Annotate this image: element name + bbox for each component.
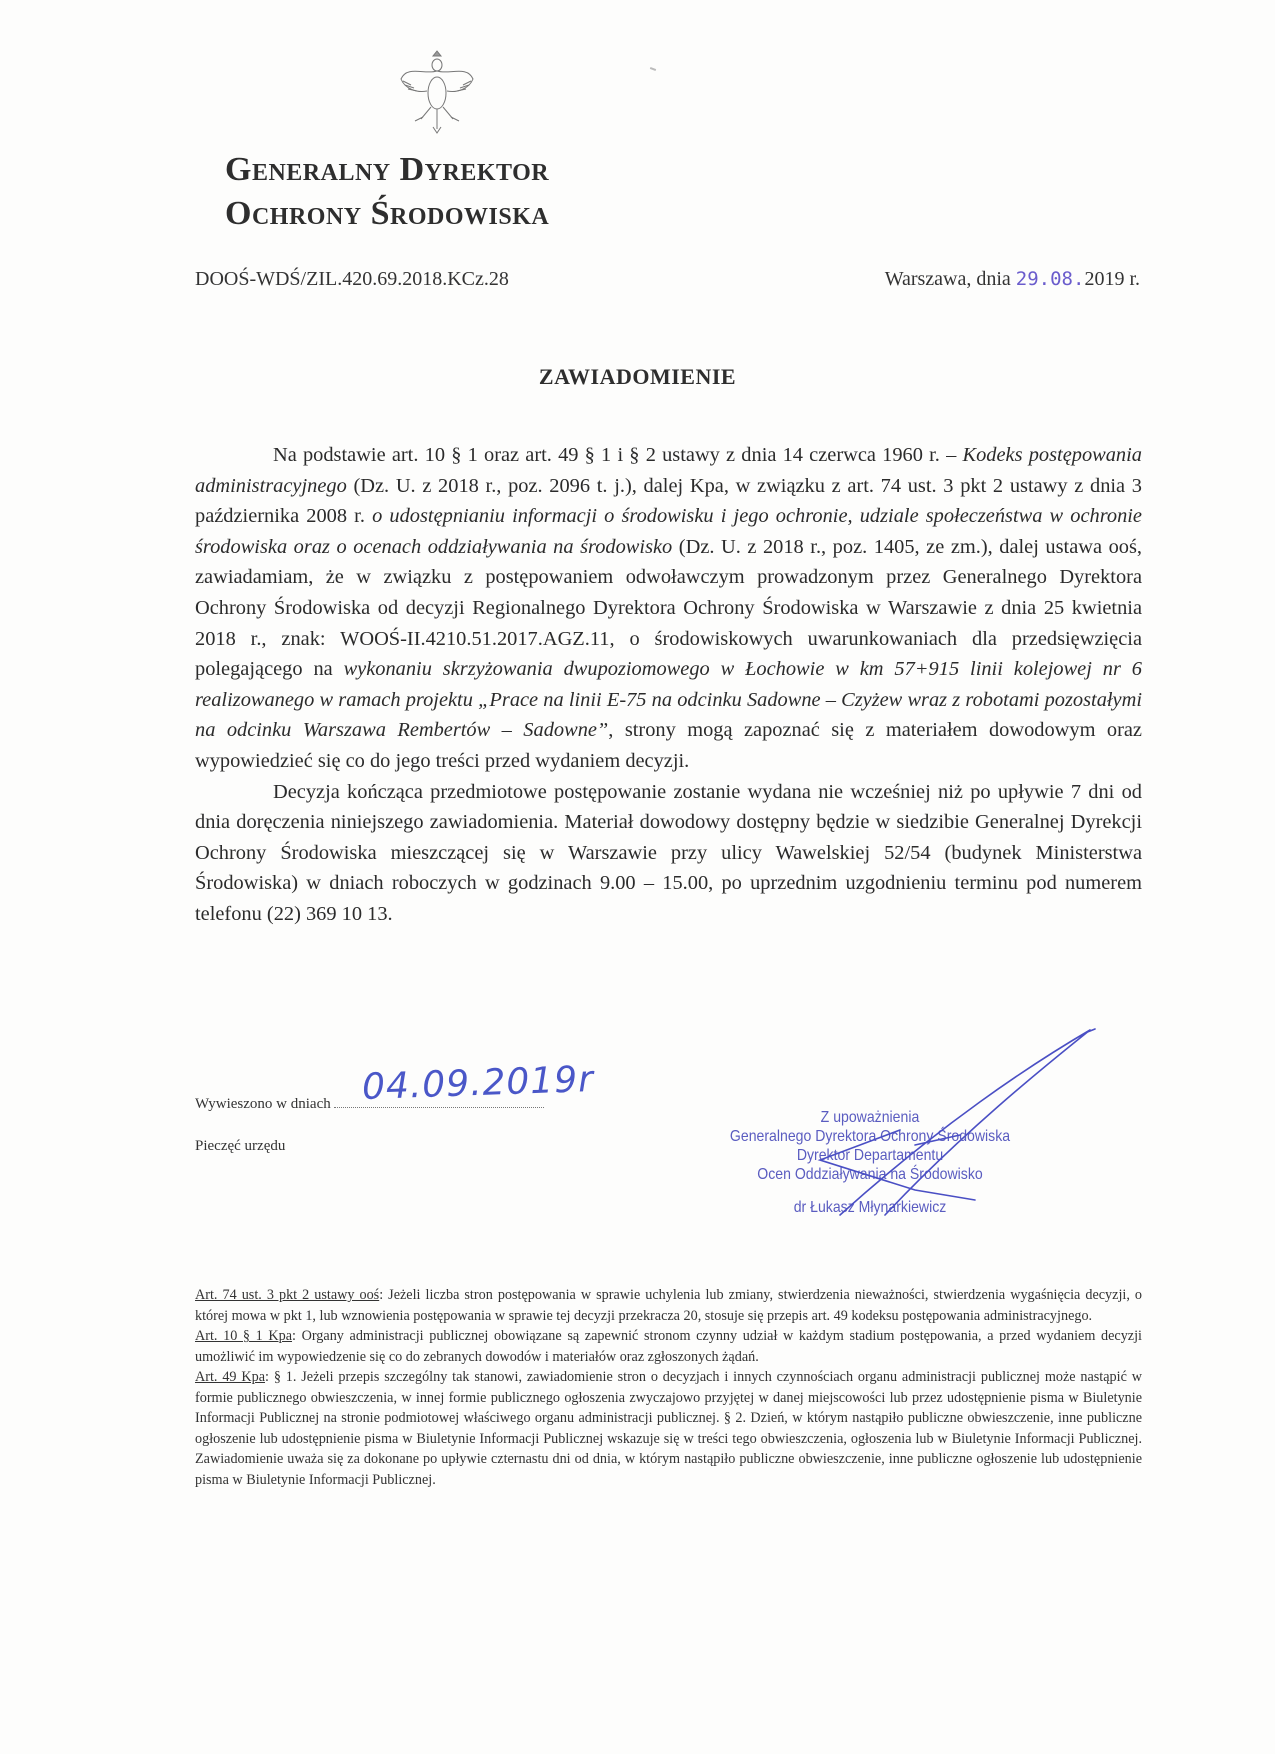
paragraph-1-text: (Dz. U. z 2018 r., poz. 2096 t. j.), dalej Kpa, w związku z art. 74 ust. 3 pkt 2 ustawy z dnia 3 października 2008 r.	[195, 474, 1142, 528]
stamp-line-3: Dyrektor Departamentu	[796, 1147, 944, 1164]
footnote-text: : Jeżeli liczba stron postępowania w sprawie uchylenia lub zmiany, stwierdzenia nieważności, stwierdzenia wygaśnięcia decyzji, o której mowa w pkt 1, lub wznowienia postępowania w sprawie tej decyzji przekracza 20, stosuje się przepis art. 49 kodeksu postępowania administracyjnego.	[195, 1287, 1143, 1324]
signatory-name: dr Łukasz Młynarkiewicz	[793, 1199, 947, 1216]
footnote-text: : § 1. Jeżeli przepis szczególny tak stanowi, zawiadomienie stron o decyzjach i innych czynnościach organu administracji publicznej może nastąpić w formie publicznego obwieszczenia, w innej formie publicznego ogłoszenia zwyczajowo przyjętej w danej miejscowości lub przez udostępnienie pisma w Biuletynie Informacji Publicznej na stronie podmiotowej właściwego organu administracji publicznej. § 2. Dzień, w którym nastąpiło publiczne obwieszczenie, inne publiczne ogłoszenie lub udostępnienie pisma w Biuletynie Informacji Publicznej wskazuje się w treści tego obwieszczenia, ogłoszenia lub w Biuletynie Informacji Publicznej. Zawiadomienie uważa się za dokonane po upływie czternastu dni od dnia, w którym nastąpiło publiczne obwieszczenie, inne publiczne ogłoszenie lub udostępnienie pisma w Biuletynie Informacji Publicznej.	[195, 1369, 1142, 1488]
paragraph-1-text: Na podstawie art. 10 § 1 oraz art. 49 § 1 i § 2 ustawy z dnia 14 czerwca 1960 r. –	[273, 444, 963, 466]
case-reference: DOOŚ-WDŚ/ZIL.420.69.2018.KCz.28	[195, 268, 509, 290]
handwritten-signature	[700, 1025, 1120, 1235]
date-prefix: Warszawa, dnia	[884, 268, 1016, 290]
paragraph-2: Decyzja kończąca przedmiotowe postępowanie zostanie wydana nie wcześniej niż po upływie 7 dni od dnia doręczenia niniejszego zawiadomienia. Materiał dowodowy dostępny będzie w siedzibie Generalnej Dyrekcji Ochrony Środowiska mieszczącej się w Warszawie przy ulicy Wawelskiej 52/54 (budynek Ministerstwa Środowiska) w dniach roboczych w godzinach 9.00 – 15.00, po uprzednim uzgodnieniu terminu pod numerem telefonu (22) 369 10 13.	[195, 780, 1142, 925]
paragraph-1-text: , strony mogą zapoznać się z materiałem dowodowym oraz wypowiedzieć się co do jego treści przed wydaniem decyzji.	[195, 719, 1142, 772]
footnote-text: : Organy administracji publicznej obowiązane są zapewnić stronom czynny udział w każdym stadium postępowania, a przed wydaniem decyzji umożliwić im wypowiedzenie się co do zebranych dowodów i materiałów oraz zgłoszonych żądań.	[195, 1328, 1142, 1365]
footnote-art-74	[195, 1285, 1142, 1326]
act-title-kpa: Kodeks postępowania administracyjnego	[195, 444, 1142, 497]
footnote-art-49	[195, 1367, 1142, 1490]
handwritten-posting-date: 04.09.2019r	[361, 1058, 595, 1109]
organization-name	[225, 148, 549, 236]
paragraph-1	[195, 440, 1142, 777]
footnote-art-10	[195, 1326, 1142, 1367]
footnote-reference: Art. 10 § 1 Kpa	[195, 1328, 293, 1344]
act-title-oos: o udostępnianiu informacji o środowisku i jego ochronie, udziale społeczeństwa w ochronie środowiska oraz o ocenach oddziaływania na środowisko	[195, 505, 1142, 558]
org-line-2: Ochrony Środowiska	[225, 195, 550, 232]
document-date	[885, 268, 1140, 291]
footnote-reference: Art. 74 ust. 3 pkt 2 ustawy ooś	[195, 1287, 380, 1303]
project-name: wykonaniu skrzyżowania dwupoziomowego w Łochowie w km 57+915 linii kolejowej nr 6 realizowanego w ramach projektu „Prace na linii E-75 na odcinku Sadowne – Czyżew wraz z robotami pozostałymi na odcinku Warszawa Rembertów – Sadowne”	[195, 658, 1142, 742]
org-line-1: Generalny Dyrektor	[225, 151, 550, 188]
body-text	[195, 440, 1142, 930]
legal-footnotes	[195, 1285, 1142, 1490]
seal-label: Pieczęć urzędu	[195, 1138, 286, 1154]
polish-eagle-emblem-icon	[395, 45, 480, 135]
posting-label: Wywieszono w dniach	[195, 1096, 331, 1112]
scan-artifact	[650, 67, 656, 71]
stamped-date: 29.08.	[1015, 268, 1085, 290]
document-title: ZAWIADOMIENIE	[538, 364, 737, 389]
stamp-line-1: Z upoważnienia	[820, 1109, 920, 1126]
stamp-line-2: Generalnego Dyrektora Ochrony Środowiska	[729, 1128, 1011, 1145]
footnote-reference: Art. 49 Kpa	[195, 1369, 266, 1385]
paragraph-1-text: (Dz. U. z 2018 r., poz. 1405, ze zm.), dalej ustawa ooś, zawiadamiam, że w związku z postępowaniem odwoławczym prowadzonym przez Generalnego Dyrektora Ochrony Środowiska od decyzji Regionalnego Dyrektora Ochrony Środowiska w Warszawie z dnia 25 kwietnia 2018 r., znak: WOOŚ-II.4210.51.2017.AGZ.11, o środowiskowych uwarunkowaniach dla przedsięwzięcia polegającego na	[195, 535, 1143, 681]
stamp-line-4: Ocen Oddziaływania na Środowisko	[757, 1166, 983, 1183]
date-suffix: 2019 r.	[1084, 268, 1140, 290]
